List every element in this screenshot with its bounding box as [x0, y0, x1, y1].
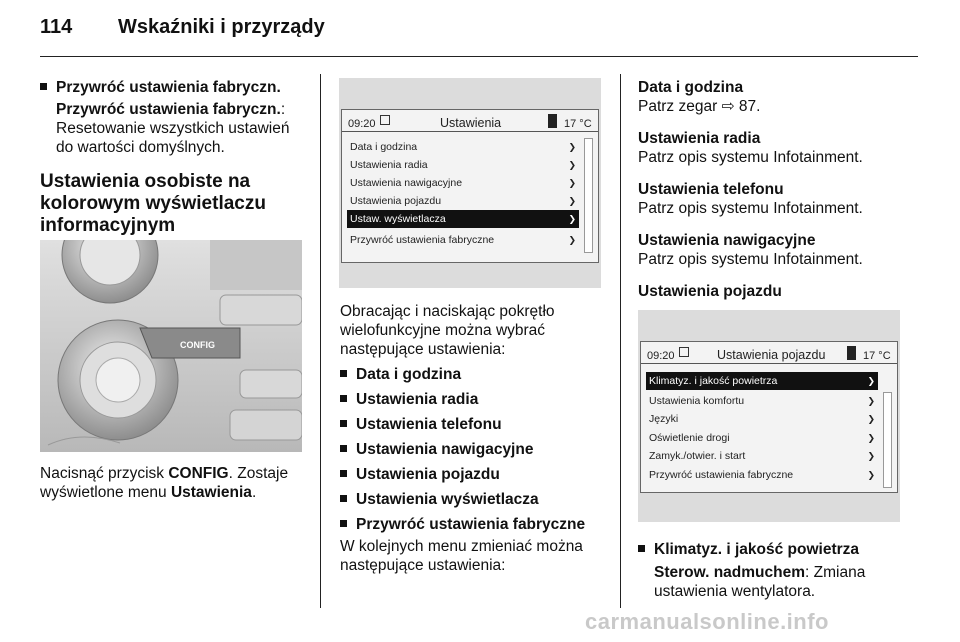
temperature: 17 °C: [863, 350, 891, 362]
menu-item-road-lighting[interactable]: Oświetlenie drogi ❯: [646, 429, 878, 447]
header-rule: [40, 56, 918, 57]
menu-item-vehicle[interactable]: Ustawienia pojazdu ❯: [347, 192, 579, 210]
chevron-right-icon: ❯: [867, 396, 875, 406]
menu-item-navigation[interactable]: Ustawienia nawigacyjne ❯: [347, 174, 579, 192]
bullet-vehicle: Ustawienia pojazdu: [340, 465, 610, 484]
page-number: 114: [40, 16, 73, 38]
intro-paragraph: Obracając i naciskając pokrętło wielofunkcyjne można wybrać następujące ustawienia:: [340, 303, 555, 358]
chevron-right-icon: ❯: [568, 160, 576, 170]
clock-icon: [380, 115, 390, 125]
watermark: carmanualsonline.info: [585, 609, 829, 634]
restore-colon: :: [280, 101, 286, 118]
bullet-display: Ustawienia wyświetlacza: [340, 490, 610, 509]
radio-heading: Ustawienia radia: [638, 130, 761, 147]
column-2-text: [340, 302, 610, 575]
scrollbar[interactable]: [584, 138, 593, 253]
heading-line-3: informacyjnym: [40, 215, 176, 236]
chevron-right-icon: ❯: [568, 142, 576, 152]
screen-title: Ustawienia: [440, 116, 502, 130]
bullet-navigation: Ustawienia nawigacyjne: [340, 440, 610, 459]
restore-term: Przywróć ustawienia fabryczn.: [56, 101, 281, 118]
para-text-1: Nacisnąć przycisk: [40, 465, 169, 482]
heading-line-2: kolorowym wyświetlaczu: [40, 193, 266, 214]
chevron-right-icon: ❯: [568, 235, 576, 245]
bullet-factory-reset: Przywróć ustawienia fabryczne: [340, 515, 610, 534]
menu-item-comfort[interactable]: Ustawienia komfortu ❯: [646, 392, 878, 410]
menu-item-factory-reset[interactable]: Przywróć ustawienia fabryczne ❯: [646, 466, 878, 484]
bullet-radio: Ustawienia radia: [340, 390, 610, 409]
date-time-heading: Data i godzina: [638, 79, 744, 96]
menu-item-languages[interactable]: Języki ❯: [646, 410, 878, 428]
config-paragraph: [40, 464, 315, 502]
fan-control-term: Sterow. nadmuchem: [654, 564, 806, 581]
radio-text: Patrz opis systemu Infotainment.: [638, 149, 863, 166]
clock-icon: [679, 347, 689, 357]
bullet-phone: Ustawienia telefonu: [340, 415, 610, 434]
page-title: Wskaźniki i przyrządy: [118, 16, 325, 38]
column-divider-left: [320, 74, 321, 608]
para-text-3: wyświetlone menu: [40, 484, 171, 501]
bullet-climate: Klimatyz. i jakość powietrza: [638, 540, 918, 559]
clock: 09:20: [348, 118, 376, 130]
chevron-right-icon: ❯: [867, 433, 875, 443]
bullet-date-time: Data i godzina: [340, 365, 610, 384]
climate-section: [638, 540, 918, 601]
screen-status-bar: [342, 110, 598, 132]
vehicle-heading: Ustawienia pojazdu: [638, 283, 782, 300]
settings-screen: [341, 109, 599, 263]
phone-text: Patrz opis systemu Infotainment.: [638, 200, 863, 217]
climate-desc: Sterow. nadmuchem: Zmiana ustawienia wentylatora.: [654, 564, 866, 600]
restore-desc: [40, 100, 310, 157]
date-time-text: Patrz zegar ⇨ 87.: [638, 98, 761, 115]
config-button-photo: [40, 240, 302, 452]
chevron-right-icon: ❯: [568, 178, 576, 188]
thermometer-icon: [847, 346, 856, 360]
thermometer-icon: [548, 114, 557, 128]
settings-menu-term: Ustawienia: [170, 484, 252, 501]
bullet-restore: Przywróć ustawienia fabryczn.: [40, 78, 310, 97]
dashboard-illustration: [40, 240, 302, 452]
restore-desc-1: Resetowanie wszystkich ustawień: [56, 120, 290, 137]
navigation-heading: Ustawienia nawigacyjne: [638, 232, 816, 249]
vehicle-settings-screen: [640, 341, 898, 493]
column-divider-right: [620, 74, 621, 608]
column-3-text: [638, 78, 918, 301]
menu-item-locking[interactable]: Zamyk./otwier. i start ❯: [646, 447, 878, 465]
menu-item-display[interactable]: Ustaw. wyświetlacza ❯: [347, 210, 579, 228]
clock: 09:20: [647, 350, 675, 362]
section-heading: [40, 171, 310, 237]
config-key: CONFIG: [168, 465, 229, 482]
page-ref-icon[interactable]: ⇨: [721, 98, 735, 115]
menu-item-radio[interactable]: Ustawienia radia ❯: [347, 156, 579, 174]
menu-item-climate[interactable]: Klimatyz. i jakość powietrza ❯: [646, 372, 878, 390]
heading-line-1: Ustawienia osobiste na: [40, 171, 251, 192]
phone-heading: Ustawienia telefonu: [638, 181, 784, 198]
followup-paragraph: W kolejnych menu zmieniać można następujące ustawienia:: [340, 538, 583, 574]
restore-desc-2: do wartości domyślnych.: [56, 139, 225, 156]
screen-title: Ustawienia pojazdu: [717, 348, 826, 362]
chevron-right-icon: ❯: [867, 414, 875, 424]
chevron-right-icon: ❯: [568, 196, 576, 206]
chevron-right-icon: ❯: [867, 376, 875, 386]
photo-config-label: CONFIG: [180, 340, 215, 350]
navigation-text: Patrz opis systemu Infotainment.: [638, 251, 863, 268]
menu-item-factory-reset[interactable]: Przywróć ustawienia fabryczne ❯: [347, 231, 579, 249]
column-1: [40, 78, 310, 237]
temperature: 17 °C: [564, 118, 592, 130]
para-text-4: .: [251, 484, 257, 501]
menu-item-date-time[interactable]: Data i godzina ❯: [347, 138, 579, 156]
chevron-right-icon: ❯: [867, 451, 875, 461]
scrollbar[interactable]: [883, 392, 892, 488]
screen-status-bar: [641, 342, 897, 364]
para-text-2: . Zostaje: [228, 465, 289, 482]
chevron-right-icon: ❯: [568, 214, 576, 224]
chevron-right-icon: ❯: [867, 470, 875, 480]
